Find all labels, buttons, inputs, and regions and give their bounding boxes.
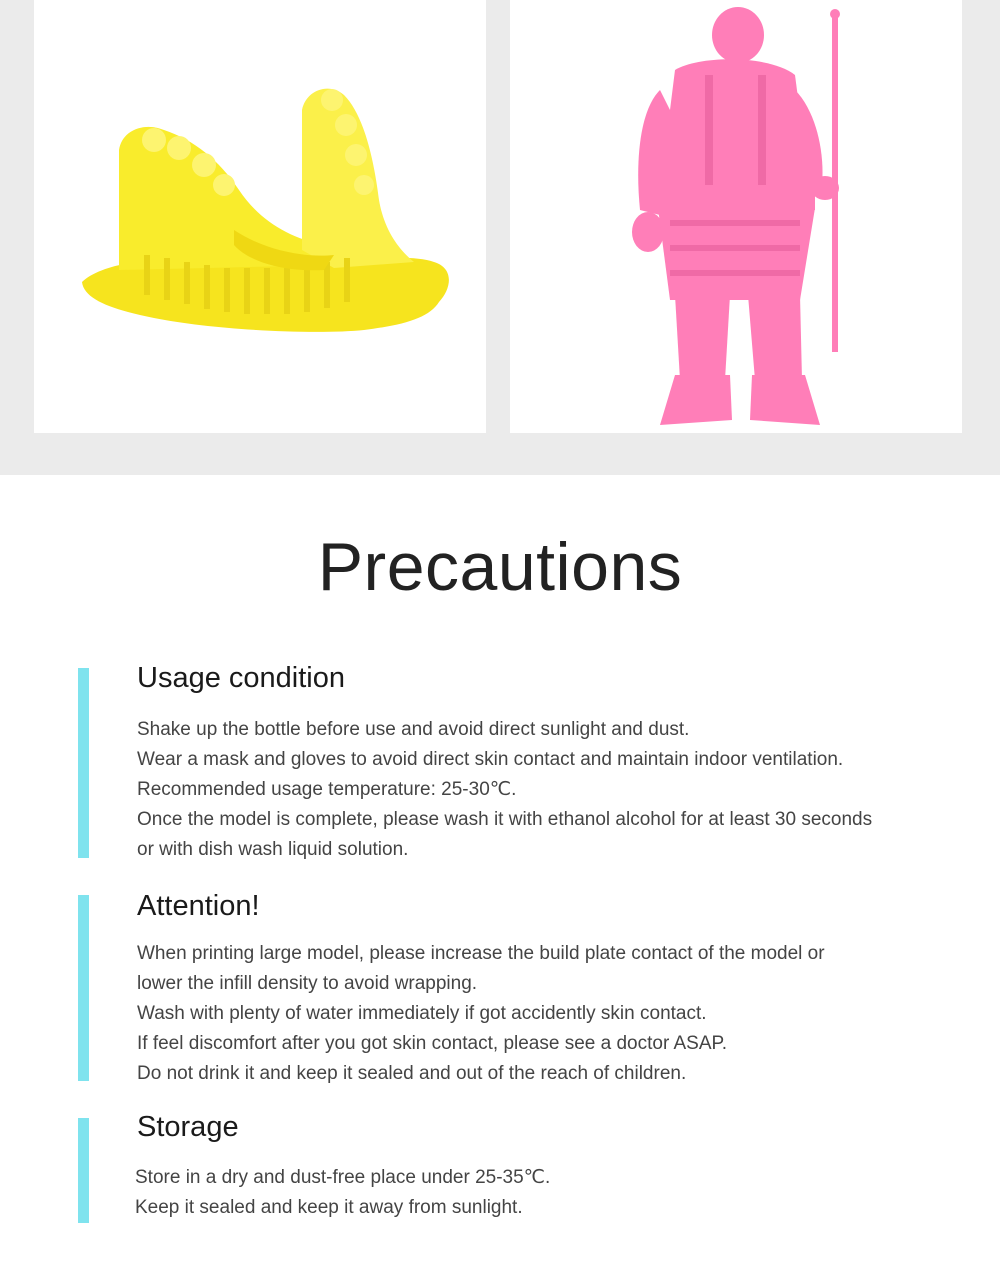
text-line: Wear a mask and gloves to avoid direct skin contact and maintain indoor ventilation. [137,749,844,770]
page-title: Precautions [317,529,683,605]
section-accent-bar [78,895,89,1081]
yellow-resin-dental-model-image [34,0,486,433]
pink-resin-warrior-figure-image [510,0,962,433]
section-text [137,939,967,1089]
section-accent-bar [78,668,89,858]
text-line: Keep it sealed and keep it away from sunlight. [135,1197,523,1218]
section-text [135,1163,965,1223]
dental-model-illustration [34,0,486,433]
text-line: Once the model is complete, please wash it with ethanol alcohol for at least 30 seconds [137,809,873,830]
section-text [137,715,967,865]
text-line: Store in a dry and dust-free place under 25-35℃. [135,1167,551,1188]
section-accent-bar [78,1118,89,1223]
section-heading: Storage [137,1111,239,1143]
text-line: lower the infill density to avoid wrapping. [137,973,478,994]
text-line: Shake up the bottle before use and avoid direct sunlight and dust. [137,719,690,740]
product-gallery [0,0,1000,475]
warrior-figure-illustration [510,0,962,433]
text-line: Wash with plenty of water immediately if got accidently skin contact. [137,1003,707,1024]
text-line: If feel discomfort after you got skin contact, please see a doctor ASAP. [137,1033,728,1054]
section-heading: Attention! [137,890,260,922]
text-line: Recommended usage temperature: 25-30℃. [137,779,517,800]
text-line: When printing large model, please increase the build plate contact of the model or [137,943,825,964]
section-heading: Usage condition [137,662,345,694]
text-line: Do not drink it and keep it sealed and out of the reach of children. [137,1063,687,1084]
text-line: or with dish wash liquid solution. [137,839,409,860]
